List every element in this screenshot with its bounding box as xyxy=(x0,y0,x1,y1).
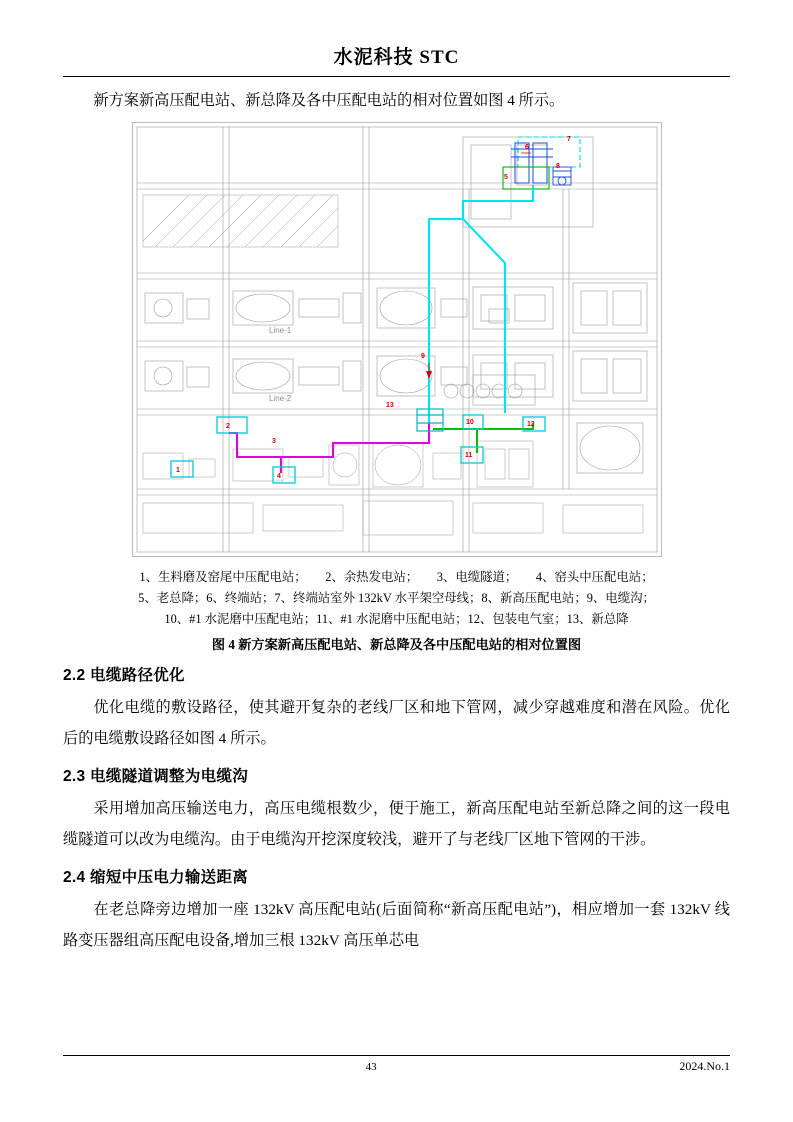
page-number: 43 xyxy=(365,1060,377,1073)
section-2-4-paragraph: 在老总降旁边增加一座 132kV 高压配电站(后面简称“新高压配电站”)，相应增加一套 132kV 线路变压器组高压配电设备,增加三根 132kV 高压单芯电 xyxy=(63,901,730,949)
svg-text:3: 3 xyxy=(271,438,276,445)
svg-text:11: 11 xyxy=(464,452,472,459)
header-divider xyxy=(63,76,730,77)
plant-layout-drawing xyxy=(133,123,661,556)
section-heading-2-4: 2.4 缩短中压电力输送距离 xyxy=(63,869,249,886)
svg-text:9: 9 xyxy=(420,353,425,360)
svg-text:Line-1: Line-1 xyxy=(268,326,291,335)
svg-text:4: 4 xyxy=(276,473,281,480)
svg-text:10: 10 xyxy=(465,419,474,426)
legend-line-3: 10、#1 水泥磨中压配电站；11、#1 水泥磨中压配电站；12、包装电气室；13、新总降 xyxy=(164,612,629,626)
footer-divider xyxy=(63,1055,730,1056)
legend-line-1: 1、生料磨及窑尾中压配电站； 2、余热发电站； 3、电缆隧道； 4、窑头中压配电站； xyxy=(139,570,654,584)
figure-caption: 图 4 新方案新高压配电站、新总降及各中压配电站的相对位置图 xyxy=(211,637,582,652)
svg-text:5: 5 xyxy=(503,174,508,181)
figure-legend xyxy=(63,567,730,630)
figure-4 xyxy=(132,122,662,557)
svg-text:7: 7 xyxy=(566,136,571,143)
svg-text:1: 1 xyxy=(175,467,180,474)
svg-text:8: 8 xyxy=(555,163,560,170)
svg-text:13: 13 xyxy=(385,402,394,409)
section-heading-2-3: 2.3 电缆隧道调整为电缆沟 xyxy=(63,768,249,785)
page-footer xyxy=(63,1059,730,1074)
section-2-2-paragraph: 优化电缆的敷设路径，使其避开复杂的老线厂区和地下管网，减少穿越难度和潜在风险。优化后的电缆敷设路径如图 4 所示。 xyxy=(63,699,730,747)
page-header xyxy=(63,42,730,69)
svg-text:12: 12 xyxy=(526,421,535,428)
legend-line-2: 5、老总降；6、终端站；7、终端站室外 132kV 水平架空母线；8、新高压配电站；9、电缆沟； xyxy=(138,591,655,605)
figure-image xyxy=(132,122,662,557)
section-heading-2-2: 2.2 电缆路径优化 xyxy=(63,667,185,684)
issue-label: 2024.No.1 xyxy=(679,1059,731,1073)
page-content xyxy=(63,85,730,956)
svg-text:Line-2: Line-2 xyxy=(268,394,291,403)
intro-paragraph: 新方案新高压配电站、新总降及各中压配电站的相对位置如图 4 所示。 xyxy=(93,92,565,109)
svg-text:6: 6 xyxy=(524,144,529,151)
journal-title: 水泥科技 STC xyxy=(333,47,460,68)
svg-text:2: 2 xyxy=(225,423,230,430)
section-2-3-paragraph: 采用增加高压输送电力，高压电缆根数少，便于施工，新高压配电站至新总降之间的这一段电缆隧道可以改为电缆沟。由于电缆沟开挖深度较浅，避开了与老线厂区地下管网的干涉。 xyxy=(63,800,730,848)
